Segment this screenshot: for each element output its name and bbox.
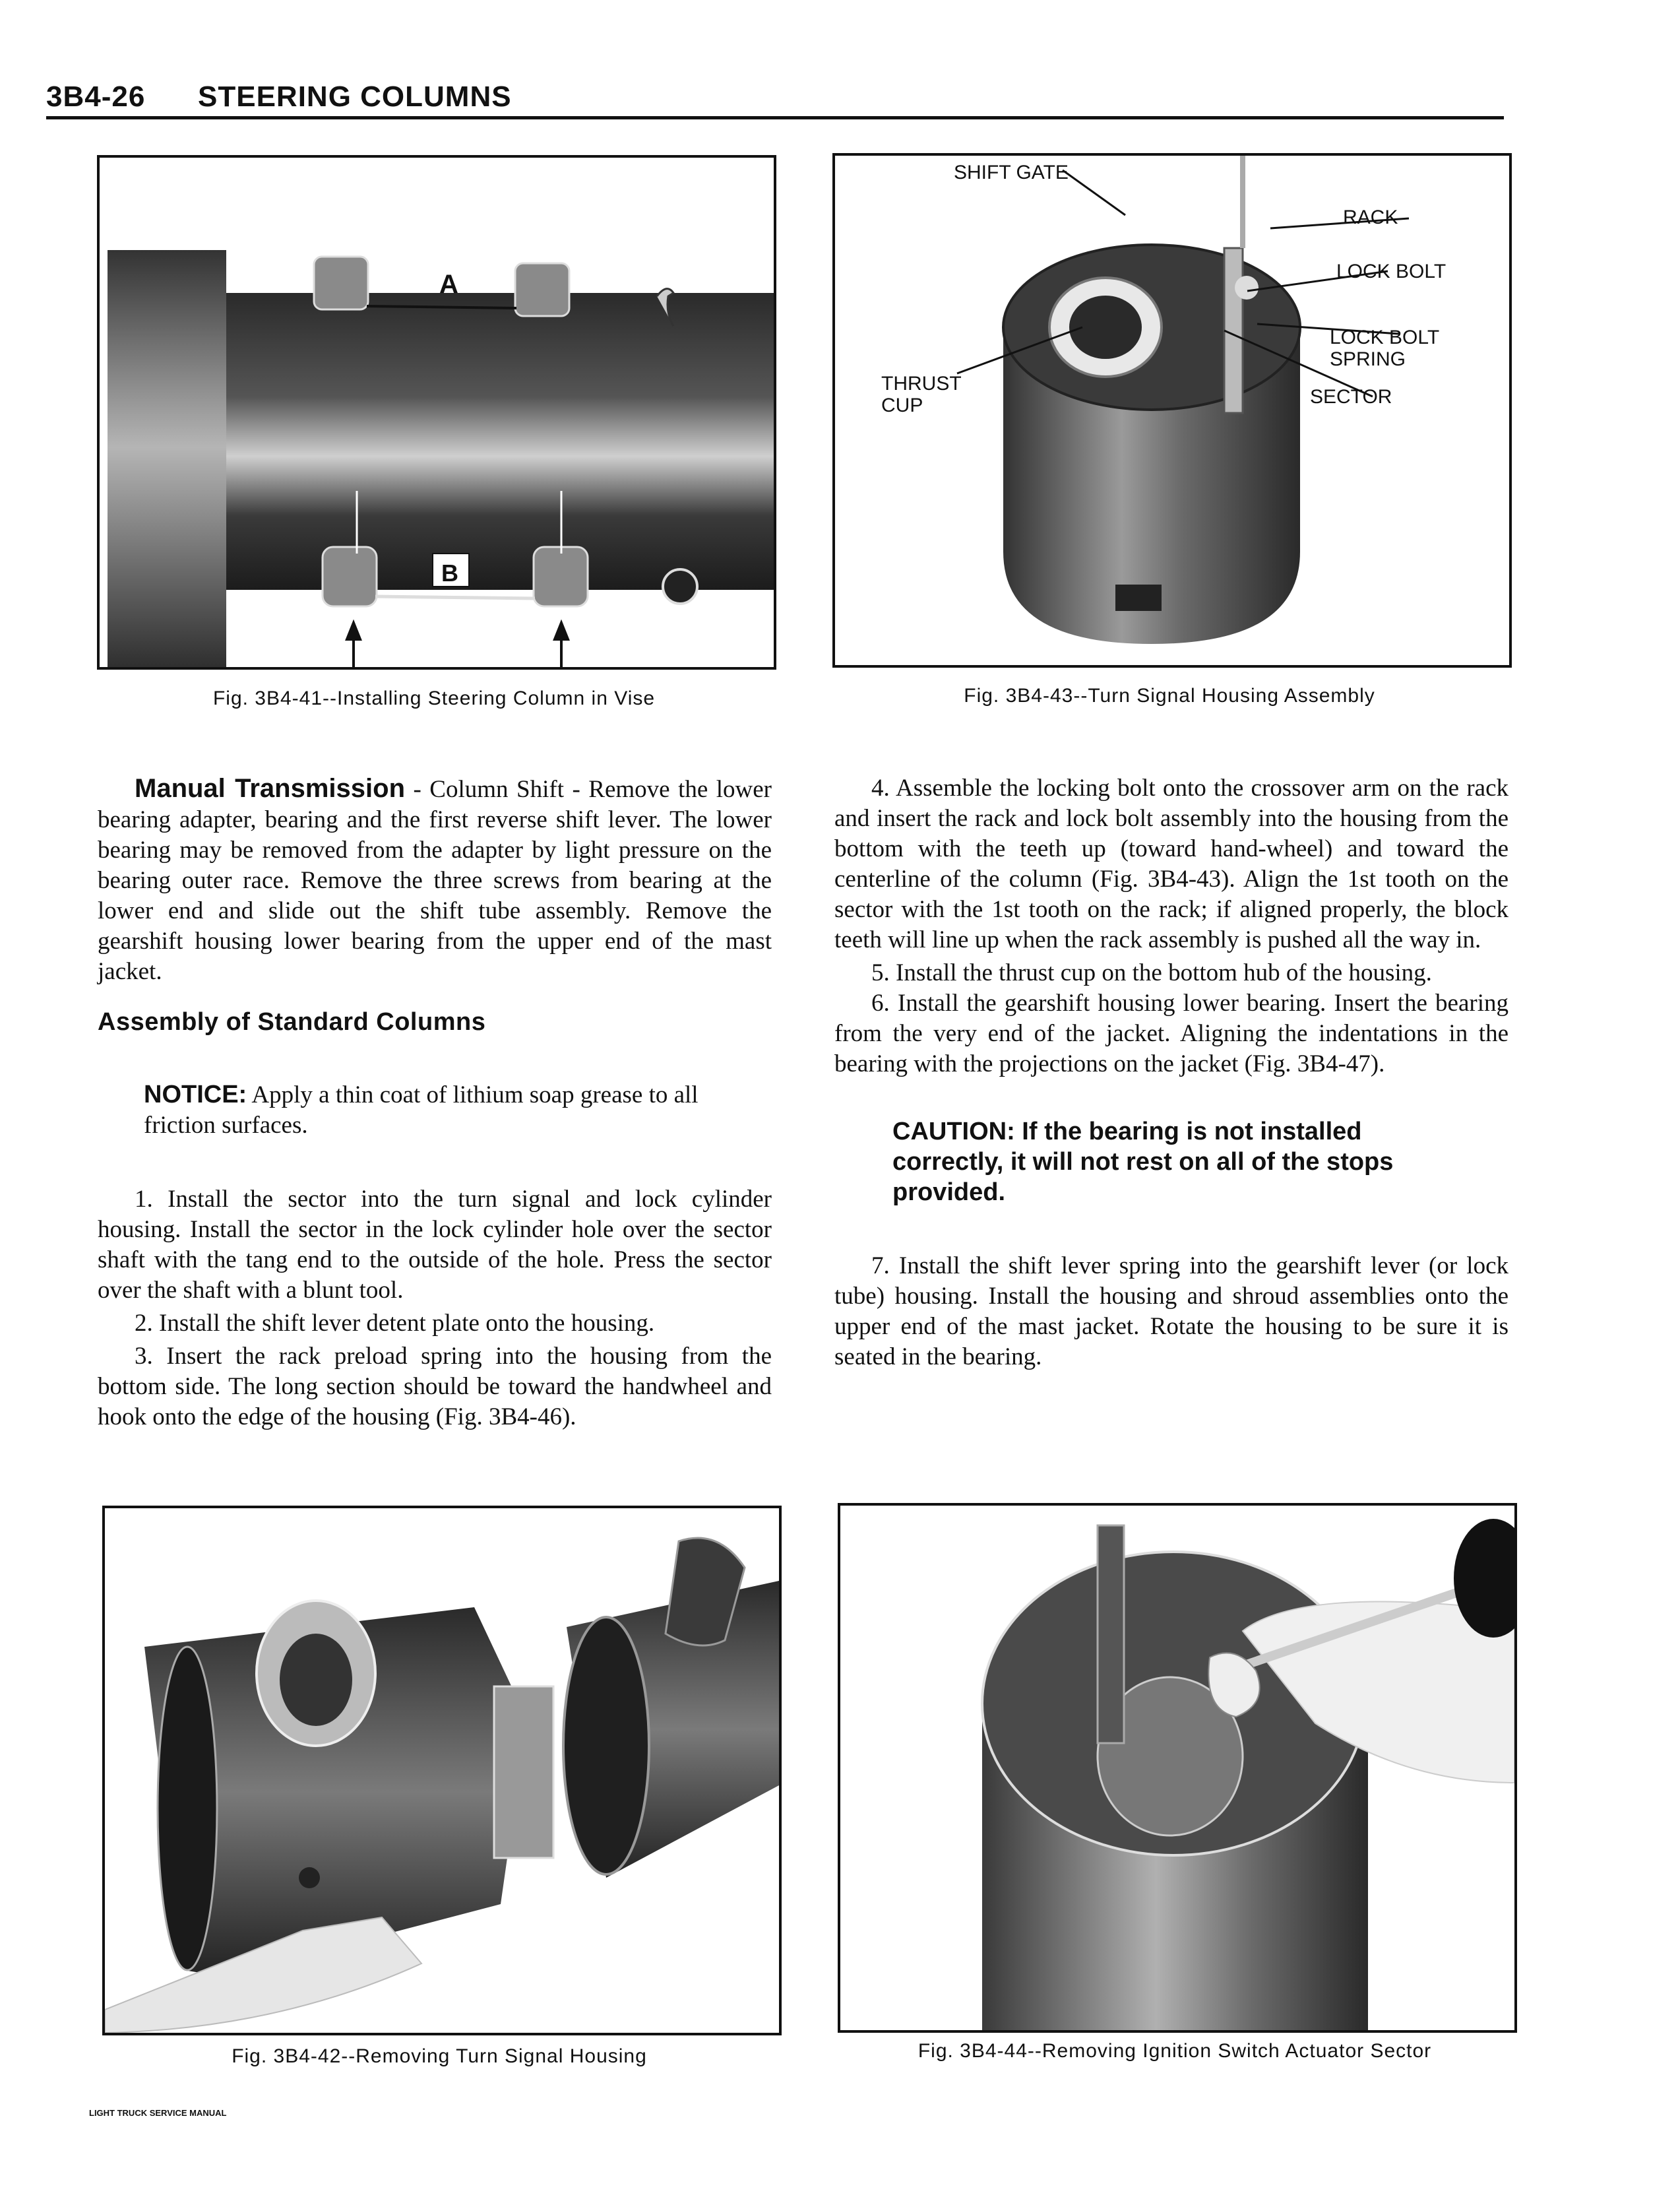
right-text-column — [834, 773, 1509, 1372]
left-text-column — [98, 773, 772, 1432]
assembly-subheading: Assembly of Standard Columns — [98, 1008, 486, 1036]
step-3: 3. Insert the rack preload spring into the housing from the bottom side. The long section should be toward the handwheel and hook onto the edge of the housing (Fig. 3B4-46). — [98, 1343, 772, 1430]
figure-3b4-41-caption: Fig. 3B4-41--Installing Steering Column in Vise — [212, 687, 656, 709]
section-title: STEERING COLUMNS — [198, 80, 512, 113]
label-thrust-cup-line2: CUP — [881, 395, 923, 416]
figure-3b4-42-photo — [102, 1506, 782, 2035]
step-2: 2. Install the shift lever detent plate onto the housing. — [135, 1310, 655, 1337]
label-b: B — [441, 559, 458, 587]
label-a: A — [439, 270, 458, 299]
step-7: 7. Install the shift lever spring into the gearshift lever (or lock tube) housing. Install the housing and shroud assemblies onto the upper end of the mast jacket. Rotate the housing to be sure it is seated in the bearing. — [834, 1252, 1509, 1370]
page-number: 3B4-26 — [46, 80, 146, 113]
step-1: 1. Install the sector into the turn signal and lock cylinder housing. Install the sector in the lock cylinder hole over the sector shaft with the tang end to the outside of the hole. Press the sector over the shaft with a blunt tool. — [98, 1186, 772, 1304]
figure-3b4-43-photo — [832, 153, 1512, 668]
label-lock-bolt-spring-line1: LOCK BOLT — [1330, 327, 1440, 348]
manual-transmission-lead: Manual Transmission — [135, 774, 406, 803]
figure-3b4-44-photo — [838, 1503, 1517, 2033]
figure-3b4-42-caption: Fig. 3B4-42--Removing Turn Signal Housing — [232, 2045, 647, 2067]
step-5: 5. Install the thrust cup on the bottom hub of the housing. — [871, 959, 1432, 986]
label-shift-gate: SHIFT GATE — [954, 162, 1069, 183]
figure-3b4-43-caption: Fig. 3B4-43--Turn Signal Housing Assembly — [964, 685, 1375, 707]
header-rule — [46, 116, 1504, 119]
label-lock-bolt: LOCK BOLT — [1336, 261, 1447, 282]
manual-transmission-paragraph: Manual Transmission - Column Shift - Remove the lower bearing adapter, bearing and the first reverse shift lever. The lower bearing may be removed from the adapter by light pressure on the bearing outer race. Remove the three screws from bearing at the lower end and slide out the shift tube assembly. Remove the gearshift housing lower bearing from the upper end of the mast jacket. — [98, 774, 772, 985]
notice-paragraph: NOTICE: Apply a thin coat of lithium soap grease to all friction surfaces. — [144, 1081, 699, 1139]
footer-manual-title: LIGHT TRUCK SERVICE MANUAL — [89, 2108, 227, 2118]
label-lock-bolt-spring-line2: SPRING — [1330, 348, 1406, 370]
caution-paragraph: CAUTION: If the bearing is not installed correctly, it will not rest on all of the stops provided. — [892, 1118, 1394, 1206]
label-rack: RACK — [1343, 207, 1398, 228]
step-6: 6. Install the gearshift housing lower bearing. Insert the bearing from the very end of the jacket. Aligning the indentations in the bearing with the projections on the jacket (Fig. 3B4-47). — [834, 990, 1509, 1077]
step-4: 4. Assemble the locking bolt onto the crossover arm on the rack and insert the rack and lock bolt assembly into the housing from the bottom with the teeth up (toward hand-wheel) and toward the centerline of the column (Fig. 3B4-43). Align the 1st tooth on the sector with the 1st tooth on the rack; if aligned properly, the block teeth will line up when the rack assembly is pushed all the way in. — [834, 775, 1509, 953]
figure-3b4-44-caption: Fig. 3B4-44--Removing Ignition Switch Actuator Sector — [918, 2040, 1432, 2062]
label-sector: SECTOR — [1310, 386, 1392, 408]
label-thrust-cup-line1: THRUST — [881, 373, 962, 395]
figure-3b4-41-photo — [97, 155, 776, 670]
